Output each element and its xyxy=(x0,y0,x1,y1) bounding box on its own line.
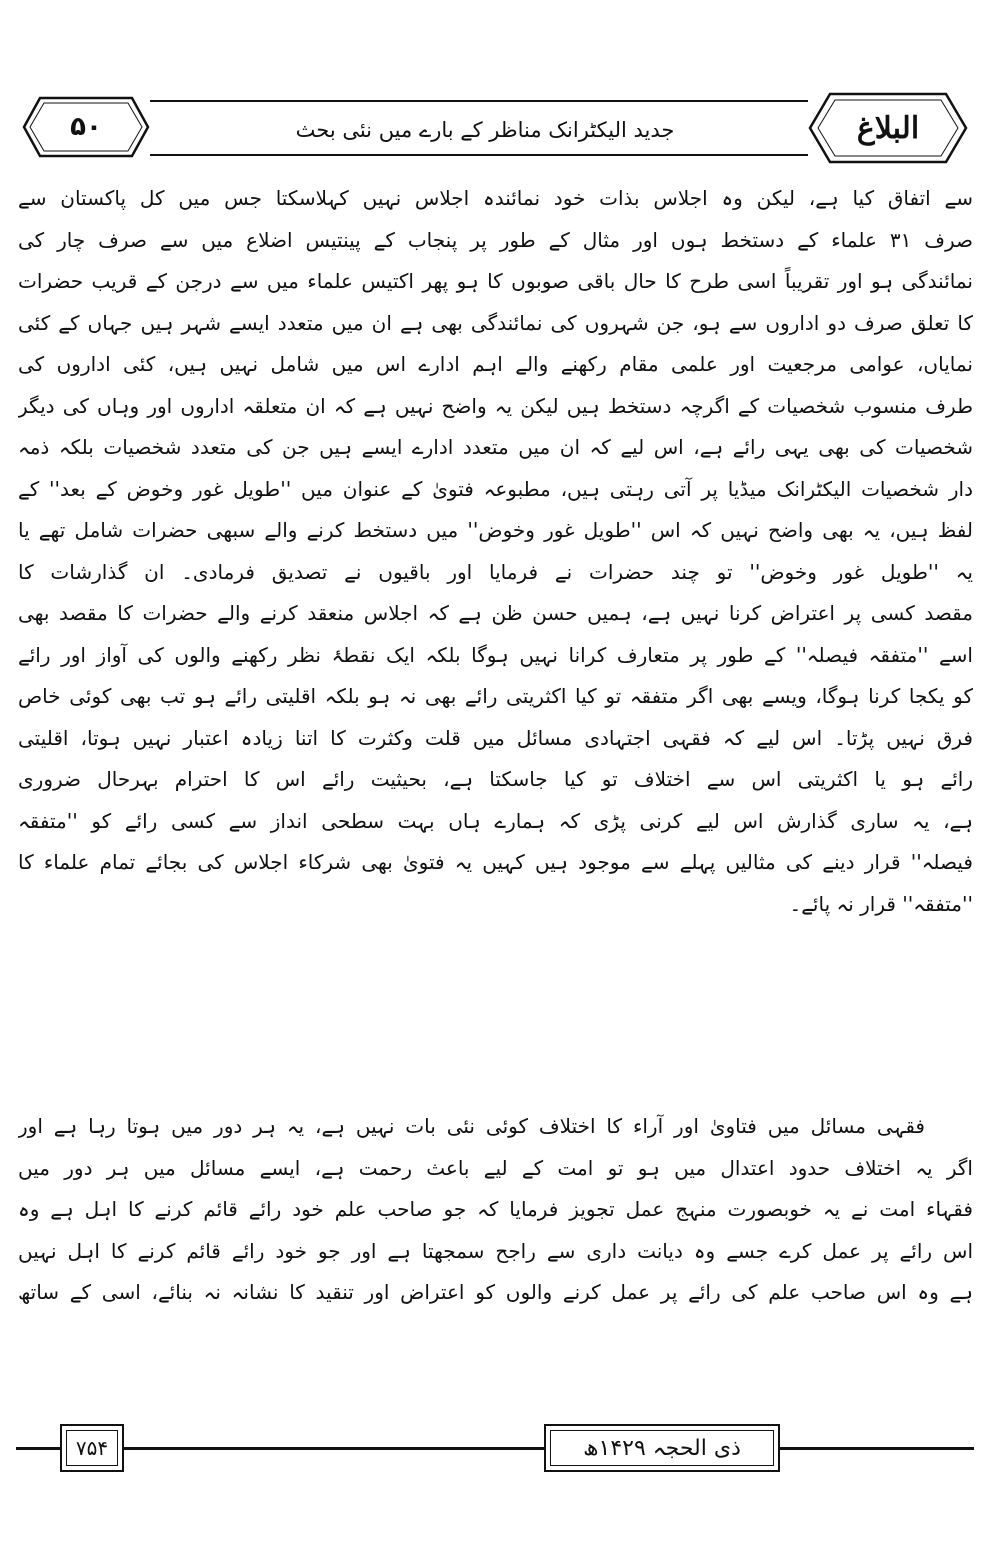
text-line: رائے ہو یا اکثریتی اس سے اختلاف تو کیا جاسکتا ہے، بحیثیت رائے اس کا احترام بہرحال ضروری xyxy=(18,767,973,791)
text-line: اگر یہ اختلاف حدود اعتدال میں ہو تو امت کے لیے باعث رحمت ہے، ایسے مسائل میں ہر دور میں xyxy=(18,1155,973,1180)
article-paragraph-1 xyxy=(18,178,973,925)
text-line: فقہی مسائل میں فتاویٰ اور آراء کا اختلاف کوئی نئی بات نہیں ہے، یہ ہر دور میں ہوتا رہا ہے اور xyxy=(18,1114,925,1138)
page-header xyxy=(22,92,968,172)
page-number-badge xyxy=(22,96,150,158)
article-paragraph-2 xyxy=(18,1106,973,1314)
footer-rule xyxy=(120,1447,544,1450)
page-number: ۵۰ xyxy=(70,112,102,142)
text-line: سے اتفاق کیا ہے، لیکن وہ اجلاس بذات خود نمائندہ اجلاس نہیں کہلاسکتا جس میں کل پاکستان سے xyxy=(18,186,973,210)
text-line: ''متفقہ'' قرار نہ پائے۔ xyxy=(789,891,973,916)
text-line: مقصد کسی پر اعتراض کرنا نہیں ہے، ہمیں حسن ظن ہے کہ اجلاس منعقد کرنے والے حضرات کا مقصد بھی xyxy=(18,601,973,625)
issue-date-inner-frame xyxy=(550,1430,774,1466)
text-line: اس رائے پر عمل کرے جسے وہ دیانت داری سے راجح سمجھتا ہے اور جو خود رائے قائم کرنے کا اہل نہیں xyxy=(18,1238,973,1263)
text-line: دار شخصیات الیکٹرانک میڈیا پر آتی رہتی ہیں، مطبوعہ فتویٰ کے عنوان میں ''طویل غور وخوض کے بعد'' کے xyxy=(18,476,973,501)
issue-date: ذی الحجہ ۱۴۲۹ھ xyxy=(583,1435,741,1461)
header-bottom-rule xyxy=(132,154,818,156)
text-line: کا تعلق صرف دو اداروں سے ہو، جن شہروں کی نمائندگی بھی ہے ان میں متعدد ایسے شہر ہیں جہاں کے کئی xyxy=(18,310,973,335)
issue-page-inner-frame xyxy=(66,1430,118,1466)
footer-rule xyxy=(776,1447,974,1450)
text-line: نمایاں، عوامی مرجعیت اور علمی مقام رکھنے والے اہم ادارے اس میں شامل نہیں ہیں، کئی اداروں کی xyxy=(18,352,973,376)
text-line: ہے وہ اس صاحب علم کی رائے پر عمل کرنے والوں کو اعتراض اور تنقید کا نشانہ نہ بنائے، اسی کے ساتھ xyxy=(18,1280,973,1304)
text-line: شخصیات کی بھی یہی رائے ہے، اس لیے کہ ان میں متعدد ادارے ایسے ہیں جن کی متعدد شخصیات بلکہ ذمہ xyxy=(18,435,973,459)
page-footer xyxy=(16,1418,974,1478)
logo-text: البلاغ xyxy=(856,110,920,146)
running-title: جدید الیکٹرانک مناظر کے بارے میں نئی بحث xyxy=(295,118,675,142)
footer-rule xyxy=(16,1447,60,1450)
issue-date-box xyxy=(544,1424,780,1472)
text-line: یہ ''طویل غور وخوض'' تو چند حضرات نے فرمایا اور باقیوں نے تصدیق فرمادی۔ ان گذارشات کا xyxy=(18,559,973,584)
issue-page-box xyxy=(60,1424,124,1472)
text-line: فرق نہیں پڑتا۔ اس لیے کہ فقہی اجتہادی مسائل میں قلت وکثرت کا اتنا زیادہ اعتبار نہیں ہوتا، اقلیتی xyxy=(18,725,973,750)
issue-page-number: ۷۵۴ xyxy=(75,1436,109,1460)
text-line: کو یکجا کرنا ہوگا، ویسے بھی اگر متفقہ تو کیا اکثریتی رائے بھی نہ ہو بلکہ اقلیتی رائے ہو تب بھی کوئی خاص xyxy=(18,684,973,708)
text-line: فیصلہ'' قرار دینے کی مثالیں پہلے سے موجود ہیں کہیں یہ فتویٰ بھی شرکاء اجلاس کی بجائے تمام علماء کا xyxy=(18,850,973,874)
text-line: صرف ۳۱ علماء کے دستخط ہوں اور مثال کے طور پر پنجاب کے پینتیس اضلاع میں سے صرف چار کی xyxy=(18,227,973,252)
magazine-logo xyxy=(808,92,968,164)
text-line: فقہاء امت نے یہ خوبصورت منہج عمل تجویز فرمایا کہ جو صاحب علم خود رائے قائم کرنے کا اہل ہے وہ xyxy=(18,1197,973,1221)
text-line: اسے ''متفقہ فیصلہ'' کے طور پر متعارف کرانا نہیں ہوگا بلکہ ایک نقطۂ نظر رکھنے والوں کی آواز اور رائے xyxy=(18,642,973,667)
text-line: نمائندگی ہو اور تقریباً اسی طرح کا حال باقی صوبوں کا ہو پھر اکتیس علماء میں سے درجن کے قریب حضرات xyxy=(18,269,973,293)
text-line: لفظ ہیں، یہ بھی واضح نہیں کہ اس ''طویل غور وخوض'' میں دستخط کرنے والے سبھی حضرات شامل تھے یا xyxy=(18,518,973,542)
text-line: طرف منسوب شخصیات کے اگرچہ دستخط ہیں لیکن یہ واضح نہیں ہے کہ ان متعلقہ اداروں اور وہاں کی دیگر xyxy=(18,393,973,418)
text-line: ہے، یہ ساری گذارش اس لیے کرنی پڑی کہ ہمارے ہاں بہت سطحی انداز سے کسی رائے کو ''متفقہ xyxy=(18,808,973,833)
header-top-rule xyxy=(132,100,818,102)
